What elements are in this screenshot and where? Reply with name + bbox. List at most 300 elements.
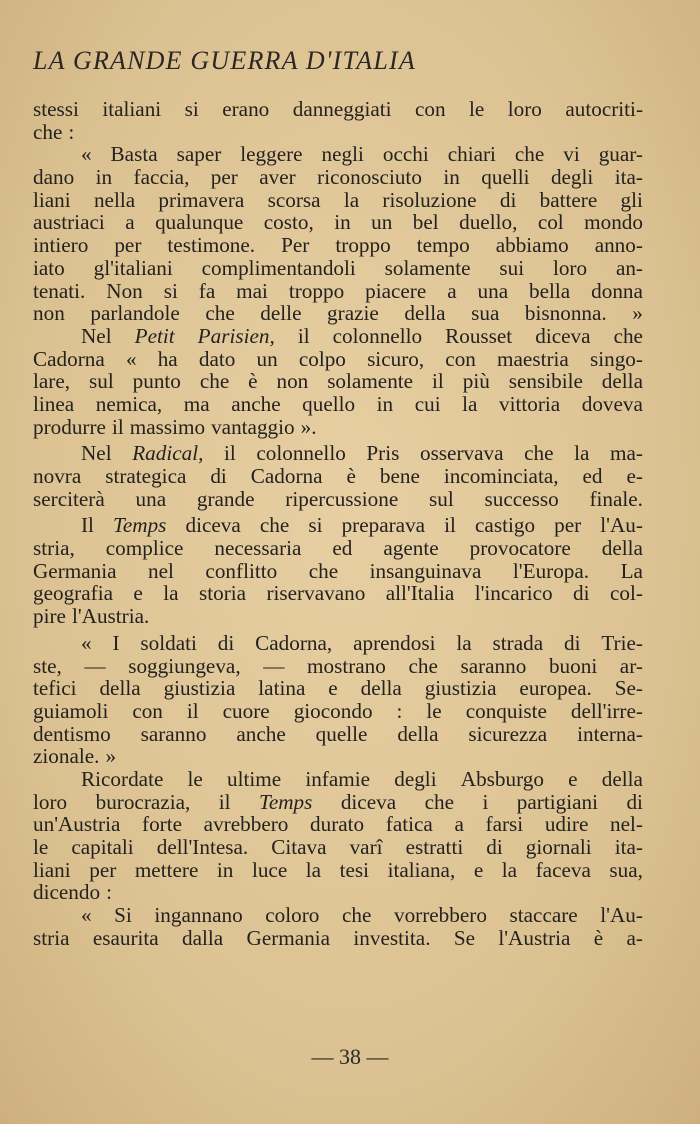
word: coloro: [265, 903, 320, 928]
word: degli: [550, 165, 594, 190]
word: estratti: [405, 835, 464, 859]
word: grazie: [327, 301, 379, 326]
word: «: [81, 903, 92, 928]
word: solamente: [327, 369, 414, 394]
text-line: [33, 768, 643, 791]
word: cuore: [222, 698, 270, 723]
word: Ricordate: [81, 766, 164, 791]
word: bene: [379, 464, 420, 488]
page-number: — 38 —: [311, 1044, 389, 1069]
word: in: [376, 391, 394, 416]
word: dano: [33, 165, 75, 190]
word: delle: [260, 301, 302, 326]
word: col: [537, 210, 564, 235]
word: si: [184, 97, 199, 121]
word: in: [216, 857, 234, 882]
word: strada: [492, 630, 544, 655]
word: la: [462, 391, 478, 416]
word: battere: [539, 187, 598, 212]
word: dalla: [182, 925, 224, 950]
word: »: [105, 744, 117, 769]
word: durato: [310, 812, 365, 837]
word: le: [469, 97, 485, 121]
word: Cadorna,: [255, 630, 333, 655]
text-line: [33, 859, 643, 882]
text-line: [33, 632, 643, 655]
word: della: [360, 676, 402, 701]
word: di: [563, 630, 581, 655]
word: punto: [132, 369, 181, 394]
word: partigiani: [516, 789, 598, 814]
text-line: [33, 881, 643, 904]
word: —: [84, 653, 106, 678]
word: saranno: [140, 721, 207, 746]
word: sua: [471, 301, 500, 326]
text-line: [33, 537, 643, 560]
word: sicurezza: [468, 721, 548, 746]
text-line: [33, 166, 643, 189]
word: Se: [453, 925, 476, 950]
word: Non: [106, 278, 143, 303]
word: che: [199, 369, 230, 394]
word: diceva: [340, 789, 397, 814]
word: ed: [582, 464, 603, 488]
word: e-: [626, 464, 643, 488]
word: serciterà: [33, 486, 105, 511]
word: a: [454, 812, 464, 837]
word: qualunque: [155, 210, 244, 235]
word: della: [404, 301, 446, 326]
word: liani: [33, 187, 71, 212]
word: col-: [609, 581, 643, 606]
word: più: [462, 369, 490, 394]
word: la: [163, 581, 179, 606]
word: di: [573, 581, 590, 606]
word: in: [443, 165, 460, 190]
word: una: [135, 486, 167, 511]
word: l'Au-: [600, 513, 643, 538]
word: la: [305, 857, 322, 882]
word: conflitto: [205, 558, 278, 583]
word: ma-: [610, 441, 643, 466]
text-line: [33, 257, 643, 280]
word: anno-: [594, 233, 643, 258]
word: Pris: [366, 441, 400, 466]
word: e: [568, 766, 578, 791]
word: —: [263, 653, 285, 678]
word: la: [574, 441, 590, 466]
word: necessaria: [214, 536, 302, 561]
word: an-: [615, 255, 643, 280]
text-line: [33, 325, 643, 348]
word: scorsa: [267, 187, 321, 212]
word: La: [620, 558, 643, 583]
word: è: [248, 369, 258, 394]
word: di: [217, 630, 235, 655]
word: investita.: [353, 925, 431, 950]
word: di: [499, 187, 517, 212]
word: un: [371, 210, 393, 235]
word: Petit: [134, 323, 175, 348]
word: non: [276, 369, 309, 394]
word: ita-: [614, 165, 643, 190]
word: tempo: [416, 233, 470, 258]
word: austriaci: [33, 210, 105, 235]
word: farsi: [485, 812, 524, 837]
word: saranno: [460, 653, 527, 678]
word: Cadorna: [250, 464, 323, 488]
word: di: [210, 464, 227, 488]
word: cui: [414, 391, 441, 416]
word: interna-: [577, 721, 643, 746]
word: che: [33, 119, 63, 144]
word: della: [601, 369, 643, 394]
word: ha: [157, 346, 178, 371]
word: esaurita: [92, 925, 159, 950]
word: tefici: [33, 676, 77, 701]
text-line: [33, 465, 643, 488]
text-line: [33, 143, 643, 166]
text-line: [33, 605, 643, 628]
word: sensibile: [508, 369, 583, 394]
word: guiamoli: [33, 698, 109, 723]
word: Nel: [81, 441, 112, 466]
word: nel: [148, 558, 174, 583]
word: infamie: [305, 766, 371, 791]
word: primavera: [158, 187, 245, 212]
word: all'Italia: [385, 581, 455, 606]
word: risoluzione: [382, 187, 477, 212]
word: dell'Intesa.: [156, 835, 249, 859]
word: che: [524, 441, 554, 466]
text-line: [33, 745, 643, 768]
word: l'Austria: [498, 925, 571, 950]
word: giustizia: [163, 676, 236, 701]
word: sul: [429, 486, 454, 511]
word: per: [210, 165, 238, 190]
word: con: [445, 346, 476, 371]
word: zionale.: [33, 744, 100, 769]
word: forte: [142, 812, 183, 837]
word: Nel: [81, 323, 112, 348]
word: dell'irre-: [570, 698, 643, 723]
word: bella: [529, 278, 571, 303]
word: ste,: [33, 653, 62, 678]
word: insanguinava: [369, 558, 482, 583]
word: produrre: [33, 414, 106, 439]
word: mondo: [584, 210, 643, 235]
word: colonnello: [332, 323, 423, 348]
word: vantaggio: [211, 414, 295, 439]
word: occhi: [382, 142, 429, 167]
word: diceva: [185, 513, 241, 538]
word: bel: [412, 210, 439, 235]
word: Germania: [246, 925, 331, 950]
word: Temps: [113, 513, 167, 538]
word: storia: [198, 581, 247, 606]
word: che: [514, 142, 545, 167]
word: riservavano: [266, 581, 366, 606]
word: giocondo: [293, 698, 373, 723]
word: »: [632, 301, 643, 326]
running-head: LA GRANDE GUERRA D'ITALIA: [33, 46, 416, 75]
word: che: [341, 903, 372, 928]
word: Radical,: [132, 441, 204, 466]
word: vittoria: [498, 391, 561, 416]
word: riconosciuto: [317, 165, 422, 190]
word: ingannano: [154, 903, 243, 928]
word: sul: [88, 369, 114, 394]
text-line: [33, 904, 643, 927]
word: :: [106, 880, 112, 905]
word: la: [343, 187, 360, 212]
word: dato: [198, 346, 236, 371]
word: troppo: [288, 278, 345, 303]
word: colpo: [298, 346, 346, 371]
word: della: [397, 721, 439, 746]
word: fatica: [385, 812, 433, 837]
word: che: [424, 789, 454, 814]
word: diceva: [535, 323, 591, 348]
text-line: [33, 836, 643, 859]
word: strategica: [105, 464, 187, 488]
word: italiani: [102, 97, 162, 121]
word: mai: [236, 278, 268, 303]
word: :: [396, 698, 403, 723]
word: varî: [349, 835, 383, 859]
word: l'incarico: [474, 581, 553, 606]
text-line: [33, 121, 643, 144]
word: fa: [198, 278, 216, 303]
word: piacere: [365, 278, 427, 303]
word: quello: [302, 391, 356, 416]
word: a: [125, 210, 135, 235]
word: Temps: [258, 789, 313, 814]
word: loro: [33, 789, 68, 814]
text-line: [33, 813, 643, 836]
word: agente: [383, 536, 439, 561]
text-line: [33, 416, 643, 439]
word: nella: [93, 187, 136, 212]
word: soldati: [140, 630, 197, 655]
word: successo: [484, 486, 559, 511]
word: pire: [33, 604, 66, 629]
word: Si: [114, 903, 132, 928]
text-line: [33, 927, 643, 950]
word: Citava: [271, 835, 327, 859]
word: la: [501, 857, 518, 882]
word: una: [477, 278, 509, 303]
word: maestria: [497, 346, 569, 371]
text-line: [33, 280, 643, 303]
word: non: [33, 301, 65, 326]
word: Per: [281, 233, 310, 258]
word: saper: [176, 142, 222, 167]
text-line: [33, 211, 643, 234]
word: quelle: [315, 721, 368, 746]
word: si: [163, 278, 178, 303]
word: complimentandoli: [201, 255, 356, 280]
word: colonnello: [256, 441, 346, 466]
word: di: [626, 789, 643, 814]
text-line: [33, 370, 643, 393]
word: osservava: [419, 441, 504, 466]
word: «: [81, 142, 92, 167]
word: aprendosi: [353, 630, 436, 655]
word: dicendo: [33, 880, 101, 905]
word: faceva: [535, 857, 591, 882]
word: il: [297, 323, 310, 348]
word: ed: [332, 536, 353, 561]
word: danneggiati: [292, 97, 392, 121]
word: degli: [394, 766, 437, 791]
word: è: [593, 925, 604, 950]
word: il: [223, 441, 236, 466]
text-line: [33, 560, 643, 583]
word: ita-: [614, 835, 643, 859]
word: italiana,: [387, 857, 456, 882]
word: della: [99, 676, 141, 701]
word: le: [33, 835, 49, 859]
word: tesi: [339, 857, 370, 882]
word: europea.: [519, 676, 592, 701]
text-line: [33, 442, 643, 465]
word: chiari: [447, 142, 496, 167]
word: autocriti-: [565, 97, 643, 121]
word: si: [308, 513, 323, 538]
word: ».: [300, 414, 317, 439]
word: mettere: [134, 857, 199, 882]
word: abbiamo: [495, 233, 569, 258]
word: massimo: [129, 414, 206, 439]
word: ma: [183, 391, 210, 416]
word: l'Europa.: [512, 558, 590, 583]
word: donna: [591, 278, 643, 303]
word: della: [601, 766, 643, 791]
word: in: [95, 165, 113, 190]
word: I: [112, 630, 120, 655]
word: a-: [626, 925, 643, 950]
word: giornali: [525, 835, 592, 859]
word: il: [218, 789, 231, 814]
word: che: [613, 323, 643, 348]
word: complice: [105, 536, 184, 561]
word: conquiste: [465, 698, 547, 723]
text-line: [33, 488, 643, 511]
word: finale.: [589, 486, 643, 511]
word: ripercussione: [285, 486, 399, 511]
word: ultime: [227, 766, 282, 791]
word: erano: [222, 97, 270, 121]
word: staccare: [509, 903, 578, 928]
word: negli: [321, 142, 364, 167]
word: testimone.: [167, 233, 256, 258]
word: Se-: [614, 676, 643, 701]
word: stria: [33, 925, 70, 950]
word: la: [456, 630, 472, 655]
word: nel-: [610, 812, 643, 837]
word: intiero: [33, 233, 89, 258]
word: buoni: [548, 653, 598, 678]
word: avrebbero: [203, 812, 289, 837]
word: guar-: [598, 142, 643, 167]
word: un'Austria: [33, 812, 121, 837]
word: e: [133, 581, 143, 606]
word: Germania: [33, 558, 117, 583]
word: loro: [507, 97, 542, 121]
word: il: [444, 513, 456, 538]
word: loro: [552, 255, 588, 280]
word: aver: [259, 165, 296, 190]
word: grande: [196, 486, 255, 511]
word: costo,: [263, 210, 314, 235]
word: che: [308, 558, 339, 583]
word: vorrebbero: [393, 903, 487, 928]
text-line: [33, 393, 643, 416]
word: Trie-: [601, 630, 643, 655]
word: Basta: [110, 142, 158, 167]
word: ar-: [619, 653, 643, 678]
word: per: [114, 233, 142, 258]
word: con: [132, 698, 163, 723]
word: sua,: [609, 857, 643, 882]
text-line: [33, 348, 643, 371]
text-line: [33, 582, 643, 605]
text-line: [33, 723, 643, 746]
word: con: [415, 97, 446, 121]
word: sicuro,: [367, 346, 425, 371]
word: geografia: [33, 581, 113, 606]
text-line: [33, 302, 643, 325]
word: nemica,: [95, 391, 163, 416]
word: preparava: [341, 513, 426, 538]
word: quelli: [481, 165, 530, 190]
word: della: [601, 536, 643, 561]
word: mostrano: [307, 653, 386, 678]
word: le: [426, 698, 442, 723]
word: per: [89, 857, 117, 882]
word: che: [205, 301, 235, 326]
word: linea: [33, 391, 75, 416]
word: l'Austria.: [71, 604, 150, 629]
text-line: [33, 677, 643, 700]
word: l'Au-: [600, 903, 643, 928]
word: e: [328, 676, 338, 701]
word: solamente: [384, 255, 471, 280]
text-line: [33, 791, 643, 814]
word: udire: [544, 812, 589, 837]
word: leggere: [240, 142, 303, 167]
word: incominciata,: [443, 464, 559, 488]
word: singo-: [589, 346, 643, 371]
word: il: [432, 369, 444, 394]
word: di: [486, 835, 503, 859]
text-line: [33, 514, 643, 537]
word: faccia,: [133, 165, 190, 190]
word: duello,: [459, 210, 518, 235]
word: e: [473, 857, 484, 882]
word: anche: [236, 721, 286, 746]
word: latina: [258, 676, 306, 701]
word: soggiungeva,: [128, 653, 241, 678]
word: doveva: [581, 391, 643, 416]
word: iato: [33, 255, 65, 280]
word: castigo: [475, 513, 536, 538]
text-line: [33, 98, 643, 121]
word: gli: [620, 187, 643, 212]
word: vi: [563, 142, 580, 167]
word: Absburgo: [460, 766, 544, 791]
